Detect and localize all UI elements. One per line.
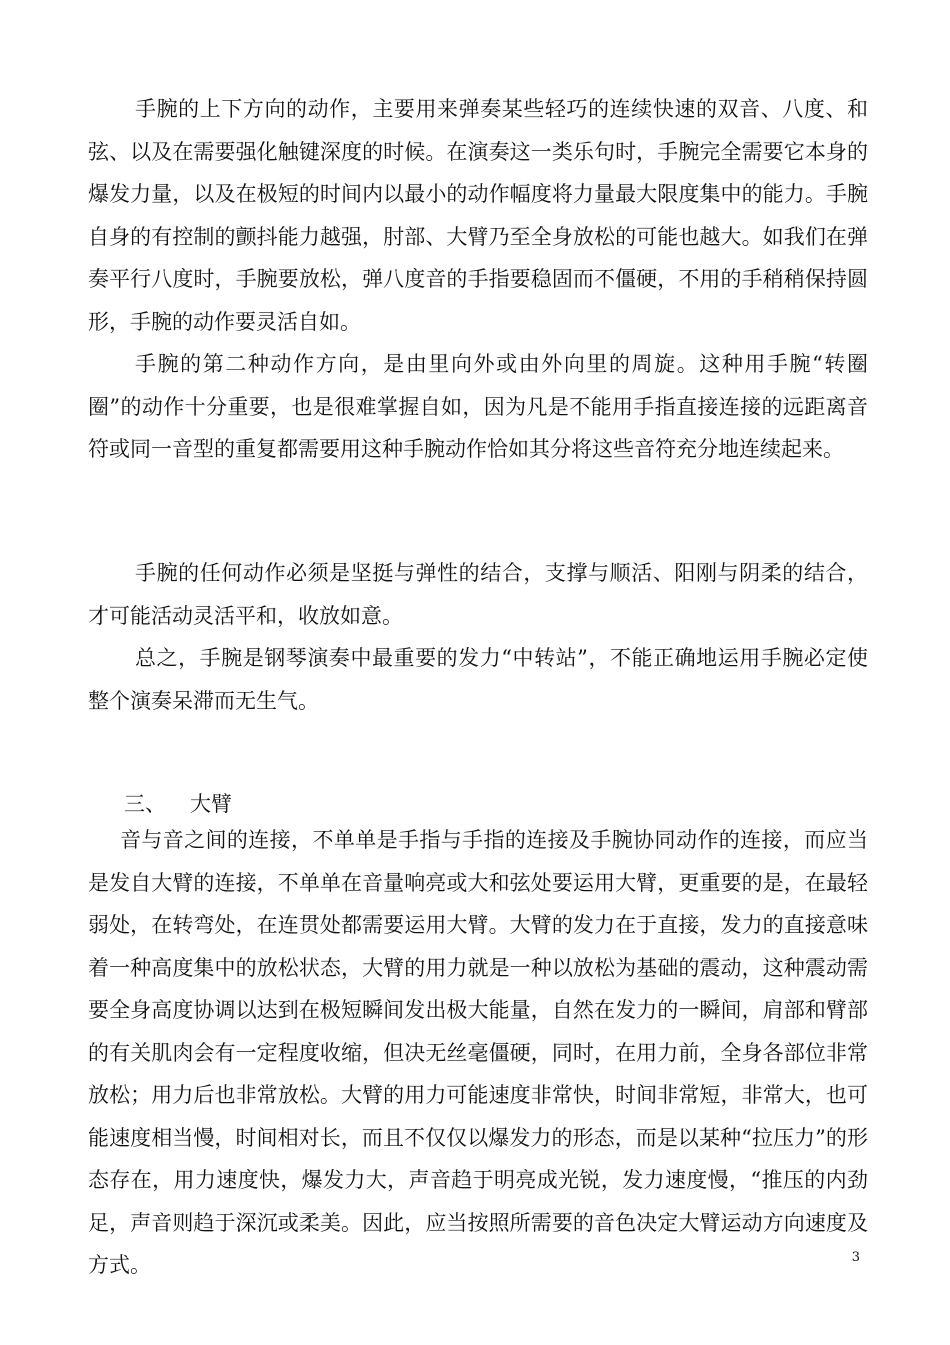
section-title: 大臂 [190,792,232,816]
wrist-summary-block [88,552,868,722]
section-number: 三、 [124,792,166,816]
paragraph-wrist-rotation: 手腕的第二种动作方向，是由里向外或由外向里的周旋。这种用手腕“转圈圈”的动作十分重要，也是很难掌握自如，因为凡是不能用手指直接连接的远距离音符或同一音型的重复都需要用这种手腕动作恰如其分将这些音符充分地连续起来。 [88,352,868,461]
paragraph-upper-arm: 音与音之间的连接，不单单是手指与手指的连接及手腕协同动作的连接，而应当是发自大臂的连接，不单单在音量响亮或大和弦处要运用大臂，更重要的是，在最轻弱处，在转弯处，在连贯处都需要运用大臂。大臂的发力在于直接，发力的直接意味着一种高度集中的放松状态，大臂的用力就是一种以放松为基础的震动，这种震动需要全身高度协调以达到在极短瞬间发出极大能量，自然在发力的一瞬间，肩部和臂部的有关肌肉会有一定程度收缩，但决无丝毫僵硬，同时，在用力前，全身各部位非常放松；用力后也非常放松。大臂的用力可能速度非常快，时间非常短，非常大，也可能速度相当慢，时间相对长，而且不仅仅以爆发力的形态，而是以某种“拉压力”的形态存在，用力速度快，爆发力大，声音趋于明亮成光锐，发力速度慢，“推压的内劲足，声音则趋于深沉或柔美。因此，应当按照所需要的音色决定大臂运动方向速度及方式。 [88,828,868,1277]
paragraph-wrist-elasticity: 手腕的任何动作必须是坚挺与弹性的结合，支撑与顺活、阳刚与阴柔的结合，才可能活动灵活平和，收放如意。 [88,561,868,628]
upper-arm-block [88,819,868,1287]
wrist-paragraphs-block [88,88,868,471]
page-number: 3 [851,1250,860,1265]
paragraph-wrist-summary: 总之，手腕是钢琴演奏中最重要的发力“中转站”，不能正确地运用手腕必定使整个演奏呆滞而无生气。 [88,646,868,713]
paragraph-wrist-vertical-motion: 手腕的上下方向的动作，主要用来弹奏某些轻巧的连续快速的双音、八度、和弦、以及在需要强化触键深度的时候。在演奏这一类乐句时，手腕完全需要它本身的爆发力量，以及在极短的时间内以最小的动作幅度将力量最大限度集中的能力。手腕自身的有控制的颤抖能力越强，肘部、大臂乃至全身放松的可能也越大。如我们在弹奏平行八度时，手腕要放松，弹八度音的手指要稳固而不僵硬，不用的手稍稍保持圆形，手腕的动作要灵活自如。 [88,97,868,334]
